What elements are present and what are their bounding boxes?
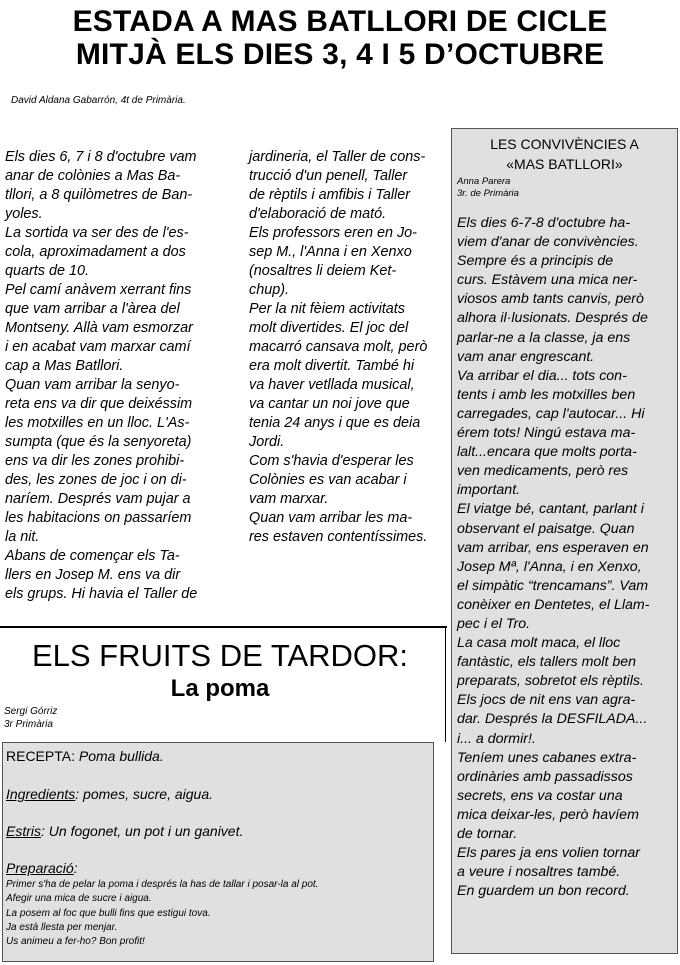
article-line: cola, aproximadament a dos xyxy=(5,244,186,260)
sidebar-author: Anna Parera xyxy=(457,176,511,187)
article-line: Quan vam arribar les ma- xyxy=(249,510,413,526)
article-line: cap a Mas Batllori. xyxy=(5,358,124,374)
sidebar-title xyxy=(452,134,677,174)
article-line: Els professors eren en Jo- xyxy=(249,225,417,241)
sidebar-line: conèixer en Dentetes, el Llam- xyxy=(457,596,650,613)
tools-label: Estris xyxy=(6,823,41,839)
prep-colon: : xyxy=(73,860,78,876)
article-line: vam marxar. xyxy=(249,491,329,507)
sidebar-line: el simpàtic “trencamans”. Vam xyxy=(457,577,649,594)
recipe-box xyxy=(2,742,434,962)
sidebar-grade: 3r. de Primària xyxy=(457,188,519,199)
sidebar-article xyxy=(451,128,678,954)
sidebar-line: Sempre és a principis de xyxy=(457,253,614,270)
article-line: reta ens va dir que deixéssim xyxy=(5,396,193,412)
sidebar-line: Els dies 6-7-8 d'octubre ha- xyxy=(457,215,631,231)
article-line: Per la nit fèiem activitats xyxy=(249,301,405,317)
sidebar-line: carregades, cap l'autocar... Hi xyxy=(457,405,645,422)
article-line: quarts de 10. xyxy=(5,263,90,279)
article-line: i en acabat vam marxar camí xyxy=(5,339,191,355)
fruits-byline xyxy=(4,705,57,731)
sidebar-line: fantàstic, els tallers molt ben xyxy=(457,654,636,671)
recipe-tools xyxy=(6,822,429,841)
sidebar-line: En guardem un bon record. xyxy=(457,883,630,900)
recipe-heading xyxy=(6,747,429,766)
recipe-step: Primer s'ha de pelar la poma i després la has de tallar i posar-la al pot. xyxy=(6,879,319,890)
prep-label: Preparació xyxy=(6,860,74,876)
article-column-2 xyxy=(249,148,449,547)
sidebar-line: lalt...encara que molts porta- xyxy=(457,444,637,461)
fruits-grade: 3r Primària xyxy=(4,719,53,730)
article-line: jardineria, el Taller de cons- xyxy=(249,149,426,165)
article-line: llers en Josep M. ens va dir xyxy=(5,567,181,583)
section-divider-top xyxy=(0,626,447,628)
sidebar-line: de tornar. xyxy=(457,826,518,842)
sidebar-line: vam anar engrescant. xyxy=(457,348,595,365)
sidebar-line: érem tots! Ningú estava ma- xyxy=(457,425,636,442)
sidebar-line: viosos amb tants canvis, però xyxy=(457,291,644,308)
recipe-step: Afegir una mica de sucre i aigua. xyxy=(6,893,152,905)
article-line: tenia 24 anys i que es deia xyxy=(249,415,421,431)
sidebar-line: preparats, sobretot els rèptils. xyxy=(457,673,644,690)
recipe-step: Ja està llesta per menjar. xyxy=(6,921,118,933)
article-line: d'elaboració de mató. xyxy=(249,206,387,222)
recipe-label: RECEPTA: xyxy=(6,748,75,764)
sidebar-line: Va arribar el dia... tots con- xyxy=(457,367,627,384)
article-line: Quan vam arribar la senyo- xyxy=(5,377,180,393)
article-byline: David Aldana Gabarrón, 4t de Primària. xyxy=(11,95,186,106)
article-line: de rèptils i amfibis i Taller xyxy=(249,187,411,203)
article-line: Colònies es van acabar i xyxy=(249,472,407,488)
article-line: chup). xyxy=(249,282,289,298)
article-line: naríem. Després vam pujar a xyxy=(5,491,191,507)
fruits-title: ELS FRUITS DE TARDOR: xyxy=(31,638,409,673)
sidebar-line: parlar-ne a la classe, ja ens xyxy=(457,329,631,346)
sidebar-line: Els jocs de nit ens van agra- xyxy=(457,692,636,709)
article-line: res estaven contentíssimes. xyxy=(249,529,428,545)
sidebar-line: secrets, ens va costar una xyxy=(457,787,623,804)
sidebar-title-line2: «MAS BATLLORI» xyxy=(506,156,623,172)
article-line: anar de colònies a Mas Ba- xyxy=(5,168,181,184)
article-line: trucció d'un penell, Taller xyxy=(249,168,408,184)
sidebar-line: Teníem unes cabanes extra- xyxy=(457,749,637,766)
article-line: era molt divertit. També hi xyxy=(249,358,415,374)
article-line: Com s'havia d'esperar les xyxy=(249,453,414,469)
fruits-subtitle: La poma xyxy=(170,675,270,702)
article-line: (nosaltres li deiem Ket- xyxy=(249,263,397,279)
article-line: tllori, a 8 quilòmetres de Ban- xyxy=(5,187,193,203)
sidebar-line: mica deixar-les, però havíem xyxy=(457,806,639,823)
sidebar-title-line1: LES CONVIVÈNCIES A xyxy=(490,136,639,152)
sidebar-line: viem d'anar de convivències. xyxy=(457,234,639,251)
sidebar-line: ordinàries amb passadissos xyxy=(457,768,633,785)
article-line: que vam arribar a l'àrea del xyxy=(5,301,180,317)
sidebar-line: Josep Mª, l'Anna, i en Xenxo, xyxy=(457,558,642,575)
tools-list: : Un fogonet, un pot i un ganivet. xyxy=(41,823,244,839)
ingredients-label: Ingredients xyxy=(6,786,76,802)
article-line: Montseny. Allà vam esmorzar xyxy=(5,320,193,336)
sidebar-line: El viatge bé, cantant, parlant i xyxy=(457,501,644,518)
article-line: va cantar un noi jove que xyxy=(249,396,410,412)
sidebar-text xyxy=(457,214,673,901)
sidebar-line: a veure i nosaltres també. xyxy=(457,864,621,881)
article-line: les motxilles en un lloc. L'As- xyxy=(5,415,190,431)
recipe-name: Poma bullida. xyxy=(78,748,164,764)
page-title-line2: MITJÀ ELS DIES 3, 4 I 5 D’OCTUBRE xyxy=(75,38,605,71)
sidebar-line: dar. Després la DESFILADA... xyxy=(457,711,648,728)
article-line: sumpta (que és la senyoreta) xyxy=(5,434,192,450)
article-line: Jordi. xyxy=(249,434,285,450)
sidebar-line: vam arribar, ens esperaven en xyxy=(457,539,649,556)
sidebar-line: tents i amb les motxilles ben xyxy=(457,386,636,403)
article-line: Abans de començar els Ta- xyxy=(5,548,180,564)
article-line: va haver vetllada musical, xyxy=(249,377,415,393)
ingredients-list: : pomes, sucre, aigua. xyxy=(75,786,214,802)
recipe-step: Us animeu a fer-ho? Bon profit! xyxy=(6,936,145,948)
recipe-step: La posem al foc que bulli fins que estigui tova. xyxy=(6,907,211,919)
article-line: els grups. Hi havia el Taller de xyxy=(5,586,198,602)
article-line: molt divertides. El joc del xyxy=(249,320,409,336)
article-line: La sortida va ser des de l'es- xyxy=(5,225,189,241)
article-line: la nit. xyxy=(5,529,40,545)
article-line: ens va dir les zones prohibi- xyxy=(5,453,185,469)
recipe-steps xyxy=(6,878,429,949)
section-divider-right xyxy=(445,626,446,742)
article-line: les habitacions on passaríem xyxy=(5,510,192,526)
article-line: des, les zones de joc i on di- xyxy=(5,472,187,488)
article-line: Els dies 6, 7 i 8 d'octubre vam xyxy=(5,149,197,165)
sidebar-line: ven medicaments, però res xyxy=(457,463,629,480)
sidebar-line: curs. Estàvem una mica ner- xyxy=(457,272,638,289)
sidebar-line: i... a dormir!. xyxy=(457,730,536,747)
sidebar-line: pec i el Tro. xyxy=(457,615,531,632)
fruits-author: Sergi Górriz xyxy=(4,706,58,717)
article-column-1 xyxy=(5,148,233,604)
sidebar-line: important. xyxy=(457,482,521,499)
recipe-ingredients xyxy=(6,785,429,804)
sidebar-line: Els pares ja ens volien tornar xyxy=(457,845,640,862)
article-line: macarró cansava molt, però xyxy=(249,339,428,355)
page-title-line1: ESTADA A MAS BATLLORI DE CICLE xyxy=(72,5,608,38)
sidebar-line: alhora il·lusionats. Després de xyxy=(457,310,648,327)
sidebar-line: observant el paisatge. Quan xyxy=(457,520,635,537)
article-line: yoles. xyxy=(5,206,43,222)
page-title xyxy=(0,5,680,71)
sidebar-byline xyxy=(457,176,677,200)
sidebar-line: La casa molt maca, el lloc xyxy=(457,635,621,652)
recipe-prep-heading xyxy=(6,859,429,878)
article-line: sep M., l'Anna i en Xenxo xyxy=(249,244,412,260)
article-line: Pel camí anàvem xerrant fins xyxy=(5,282,192,298)
